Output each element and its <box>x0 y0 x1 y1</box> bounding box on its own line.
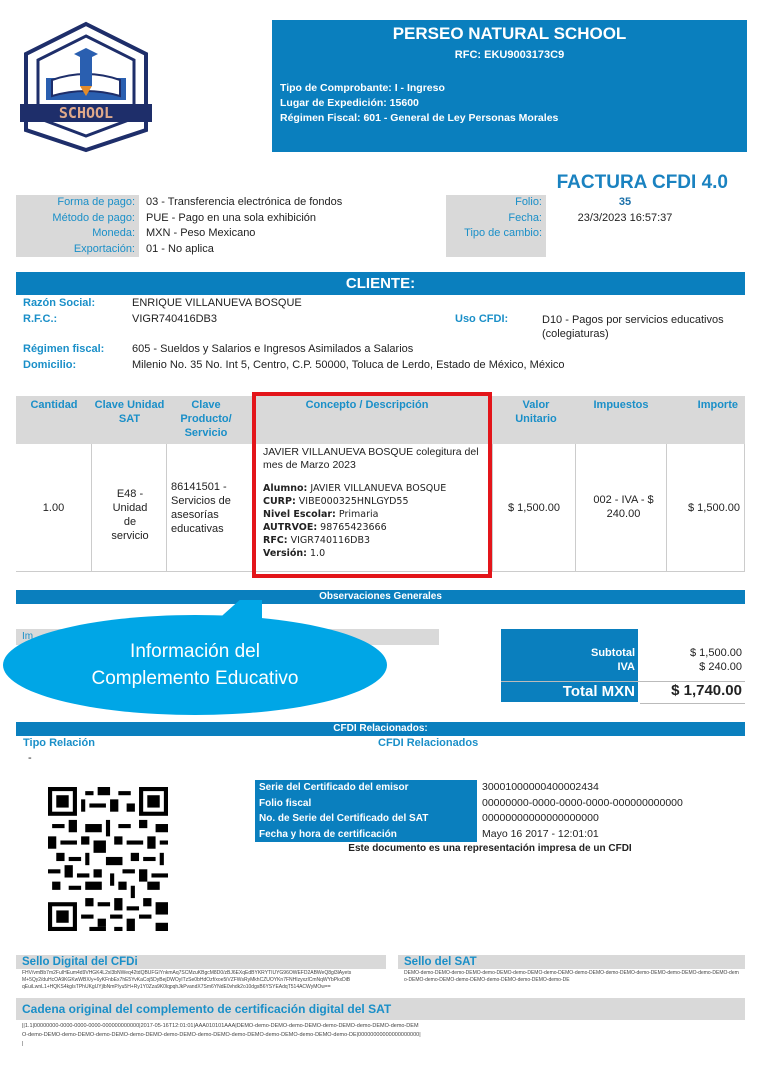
fecha-label: Fecha: <box>508 211 542 224</box>
cfdi-relacionados-label: CFDI Relacionados <box>378 737 479 749</box>
domicilio-label: Domicilio: <box>23 359 77 371</box>
alumno-label: Alumno: <box>263 483 308 494</box>
serie-emisor-label: Serie del Certificado del emisor <box>259 782 409 793</box>
folio-fiscal-value: 00000000-0000-0000-0000-000000000000 <box>482 796 683 809</box>
alumno-value: JAVIER VILLANUEVA BOSQUE <box>310 483 447 494</box>
issuer-rfc: RFC: EKU9003173C9 <box>454 49 565 61</box>
cadena-original-text: ||1.1|00000000-0000-0000-0000-000000000000|2017-05-16T12:01:01|AAA010101AAA|DEMO-demo-DEMO-demo-DEMO-demo-DEMO-demo-DEMO-demo-DEMO-demo-DEMO-demo-DEMO-demo-DEMO-demo-DEMO-demo-DEMO-demo-DEMO-demo-DEMO-demo-DEMO-demo-DEMO-demo-DE|00000000000000000000|| <box>22 1023 421 1047</box>
col-clave-producto: Clave Producto/ Servicio <box>180 399 232 439</box>
tipo-comprobante: Tipo de Comprobante: I - Ingreso <box>280 82 445 94</box>
sello-sat-header: Sello del SAT <box>398 955 745 969</box>
version-label: Versión: <box>263 548 307 559</box>
totals-labels <box>501 646 635 674</box>
razon-social-label: Razón Social: <box>23 297 96 309</box>
callout-line-1: Información del <box>130 641 260 662</box>
razon-social-value: ENRIQUE VILLANUEVA BOSQUE <box>132 297 302 309</box>
exportacion-value: 01 - No aplica <box>146 242 214 255</box>
folio-labels <box>446 195 546 257</box>
col-cantidad: Cantidad <box>30 399 78 411</box>
cell-cantidad: 1.00 <box>42 502 65 514</box>
folio-fiscal-label: Folio fiscal <box>259 797 312 809</box>
metodo-pago-value: PUE - Pago en una sola exhibición <box>146 211 316 224</box>
issuer-header <box>272 20 747 152</box>
cert-values <box>482 780 683 842</box>
fecha-value: 23/3/2023 16:57:37 <box>577 211 673 224</box>
forma-pago-label: Forma de pago: <box>57 196 135 208</box>
tipo-cambio-label: Tipo de cambio: <box>464 227 542 239</box>
total-label: Total MXN <box>562 683 635 700</box>
folio-values <box>560 195 690 226</box>
fecha-certificacion-label: Fecha y hora de certificación <box>259 828 397 840</box>
domicilio-value: Milenio No. 35 No. Int 5, Centro, C.P. 50000, Toluca de Lerdo, Estado de México, México <box>132 359 565 371</box>
cell-clave-unidad: E48 - Unidad de servicio <box>111 488 149 542</box>
subtotal-label: Subtotal <box>591 647 635 659</box>
col-importe: Importe <box>697 399 738 411</box>
highlight-box <box>252 392 492 578</box>
regimen-fiscal: Régimen Fiscal: 601 - General de Ley Personas Morales <box>280 112 559 124</box>
alumno-rfc-label: RFC: <box>263 535 288 546</box>
tipo-relacion-label: Tipo Relación <box>23 737 95 749</box>
cadena-original-header: Cadena original del complemento de certificación digital del SAT <box>16 998 745 1020</box>
cliente-header: CLIENTE: <box>16 272 745 295</box>
curp-label: CURP: <box>263 496 296 507</box>
moneda-label: Moneda: <box>92 227 135 239</box>
cell-importe: $ 1,500.00 <box>688 502 740 514</box>
sello-cfdi-text: FHV/vmBb7m2FuIHEum4d9VHGK4L2xl3bNWeq42tdQBUFGIYnkmAq7SCMzuKBgcM8D0/zBJ6EXqEdBYKRYTIUYG96OWEFD2ABWeQ8gl3lAyetsM+5Qy2/duHcOA9KGKwWBX/y+6yKFnbEx7hE5YvKaCoj5DyBejDWOyITzSe0bHdOzf/xoe5iVZFWsRyMkhCZUOYKn7FNHIzyxzlCmNqWYbPkxDiBqEuiLwnL1+HQKS4kgIsTPhUKgUYjlbNmP/yu5H+Ry1Y0Zza9K0lqpqhJkPvandX7Sm6YNdE0vhdk2o10dgsB6YSYEAdqT514ACWyMOw== <box>22 970 352 990</box>
moneda-value: MXN - Peso Mexicano <box>146 227 256 239</box>
alumno-rfc-value: VIGR740116DB3 <box>290 535 371 546</box>
invoice-title: FACTURA CFDI 4.0 <box>556 172 728 193</box>
sello-sat-text: DEMO-demo-DEMO-demo-DEMO-demo-DEMO-demo-DEMO-demo-DEMO-demo-DEMO-demo-DEMO-demo-DEMO-demo-DEMO-demo-DEMO-demo-DEMO-demo-DEMO-demo-DEMO-demo-DEMO-demo-DEMO-demo-DE <box>404 970 739 983</box>
autrvoe-value: 98765423666 <box>320 522 387 533</box>
col-concepto: Concepto / Descripción <box>305 399 429 411</box>
total-value: $ 1,740.00 <box>671 682 742 699</box>
school-name: PERSEO NATURAL SCHOOL <box>392 24 627 43</box>
regimen-fiscal-value: 605 - Sueldos y Salarios e Ingresos Asimilados a Salarios <box>132 343 414 355</box>
cfdi-note: Este documento es una representación impresa de un CFDI <box>348 843 632 854</box>
nivel-value: Primaria <box>338 509 379 520</box>
importe-letra-bar: Im <box>16 629 439 645</box>
metodo-pago-label: Método de pago: <box>52 211 135 224</box>
col-impuestos: Impuestos <box>593 399 649 411</box>
cert-labels <box>255 780 477 842</box>
nivel-label: Nivel Escolar: <box>263 509 336 520</box>
payment-values <box>146 195 342 257</box>
uso-cfdi-value: D10 - Pagos por servicios educativos (colegiaturas) <box>542 314 724 340</box>
fecha-certificacion-value: Mayo 16 2017 - 12:01:01 <box>482 827 599 840</box>
callout-line-2: Complemento Educativo <box>91 668 299 689</box>
iva-value: $ 240.00 <box>699 661 742 673</box>
lugar-expedicion: Lugar de Expedición: 15600 <box>280 97 419 109</box>
col-valor-unitario: Valor Unitario <box>515 399 557 425</box>
forma-pago-value: 03 - Transferencia electrónica de fondos <box>146 196 343 208</box>
iva-label: IVA <box>617 661 635 673</box>
version-value: 1.0 <box>310 548 326 559</box>
serie-sat-label: No. de Serie del Certificado del SAT <box>259 813 429 824</box>
col-clave-unidad: Clave Unidad SAT <box>94 399 165 425</box>
serie-sat-value: 00000000000000000000 <box>482 812 599 824</box>
cfdi-relacionados-header: CFDI Relacionados: <box>16 722 745 736</box>
autrvoe-label: AUTRVOE: <box>263 522 318 533</box>
rfc-value: VIGR740416DB3 <box>132 313 217 325</box>
callout-text <box>40 638 350 692</box>
totals-values <box>640 646 742 674</box>
uso-cfdi-label: Uso CFDI: <box>455 313 509 325</box>
cell-valor-unitario: $ 1,500.00 <box>508 502 560 514</box>
school-logo-icon <box>16 18 156 153</box>
exportacion-label: Exportación: <box>73 242 135 255</box>
qr-code-icon <box>48 787 168 931</box>
regimen-fiscal-label: Régimen fiscal: <box>23 343 105 355</box>
cell-impuestos: 002 - IVA - $ 240.00 <box>593 494 654 520</box>
concepto-description: JAVIER VILLANUEVA BOSQUE colegitura del mes de Marzo 2023 <box>263 446 479 471</box>
payment-labels <box>16 195 139 257</box>
curp-value: VIBE000325HNLGYD55 <box>298 496 409 507</box>
tipo-relacion-value: - <box>28 752 32 764</box>
folio-value: 35 <box>618 196 632 208</box>
observaciones-header: Observaciones Generales <box>16 590 745 604</box>
rfc-label: R.F.C.: <box>23 313 58 325</box>
folio-label: Folio: <box>515 196 542 208</box>
subtotal-value: $ 1,500.00 <box>690 647 742 659</box>
svg-text:SCHOOL: SCHOOL <box>58 104 114 122</box>
cell-clave-producto: 86141501 - Servicios de asesorías educativas <box>171 481 231 535</box>
sello-cfdi-header: Sello Digital del CFDi <box>16 955 386 969</box>
divider <box>640 703 745 704</box>
serie-emisor-value: 30001000000400002434 <box>482 781 599 793</box>
